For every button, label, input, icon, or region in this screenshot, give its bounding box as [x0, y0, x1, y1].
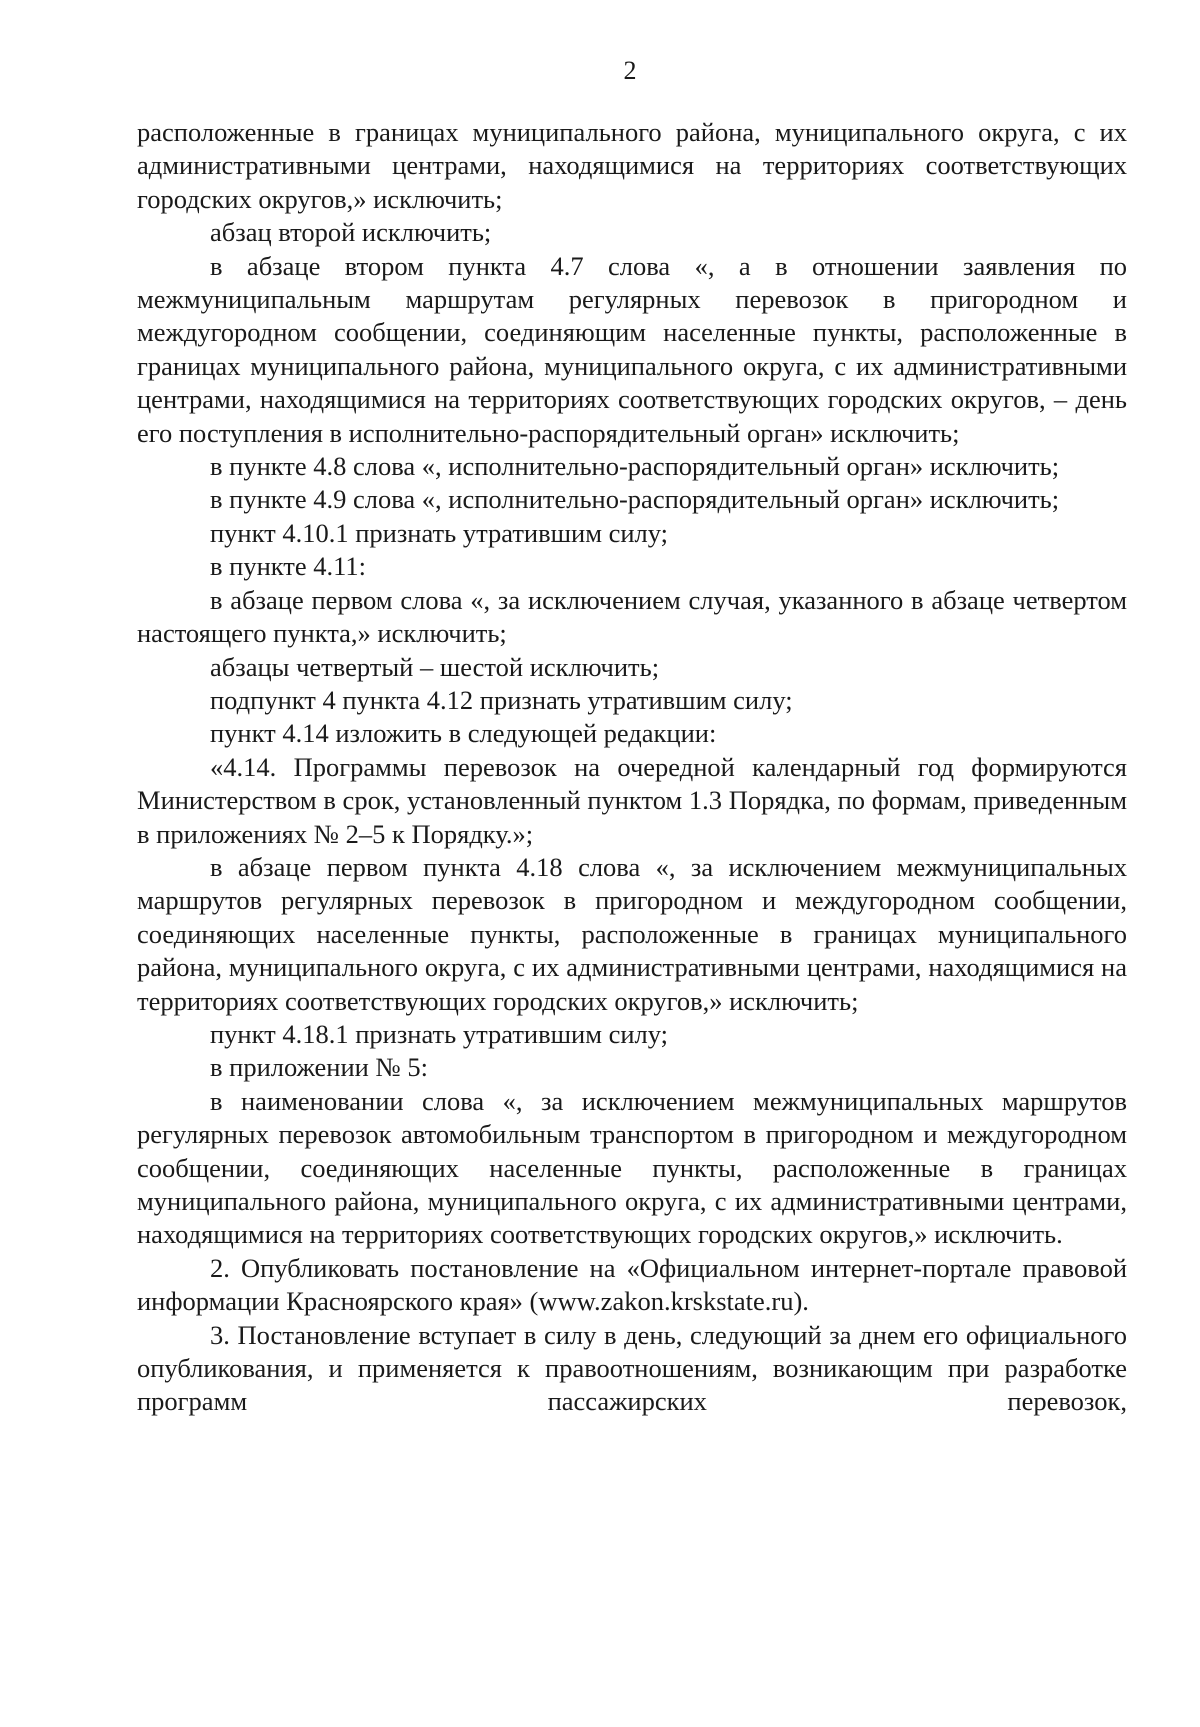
paragraph-item-2: 2. Опубликовать постановление на «Официальном интернет-портале правовой информации Красноярского края» (www.zakon.krskstate.ru). — [137, 1252, 1127, 1317]
paragraph-prilozhenie-5: в приложении № 5: — [210, 1052, 428, 1083]
paragraph-punkt-4-10-1: пункт 4.10.1 признать утратившим силу; — [210, 517, 669, 548]
paragraph-continuation: расположенные в границах муниципального района, муниципального округа, с их административными центрами, находящимися на территориях соответствующих городских округов,» исключить; — [137, 117, 1127, 214]
paragraph-abzac-pervyy: в абзаце первом слова «, за исключением случая, указанного в абзаце четвертом настоящего пункта,» исключить; — [137, 584, 1127, 649]
paragraph-abzacy-4-6: абзацы четвертый – шестой исключить; — [210, 651, 660, 682]
page-number: 2 — [623, 56, 637, 85]
paragraph-punkt-4-8: в пункте 4.8 слова «, исполнительно-распорядительный орган» исключить; — [210, 451, 1060, 482]
paragraph-punkt-4-18: в абзаце первом пункта 4.18 слова «, за исключением межмуниципальных маршрутов регулярных перевозок в пригородном и междугородном сообщении, соединяющих населенные пункты, расположенные в границах муниципального района, муниципального округа, с их административными центрами, находящимися на территориях соответствующих городских округов,» исключить; — [137, 851, 1127, 1016]
paragraph-punkt-4-18-1: пункт 4.18.1 признать утратившим силу; — [210, 1018, 669, 1049]
paragraph-naimenovanie: в наименовании слова «, за исключением межмуниципальных маршрутов регулярных перевозок автомобильным транспортом в пригородном и междугородном сообщении, соединяющих населенные пункты, расположенные в границах муниципального района, муниципального округа, с их административными центрами, находящимися на территориях соответствующих городских округов,» исключить. — [137, 1085, 1127, 1250]
paragraph-punkt-4-14: пункт 4.14 изложить в следующей редакции: — [210, 718, 717, 749]
paragraph-punkt-4-7: в абзаце втором пункта 4.7 слова «, а в отношении заявления по межмуниципальным маршрутам регулярных перевозок в пригородном и междугородном сообщении, соединяющим населенные пункты, расположенные в границах муниципального района, муниципального округа, с их административными центрами, находящимися на территориях соответствующих городских округов, – день его поступления в исполнительно-распорядительный орган» исключить; — [137, 250, 1127, 448]
paragraph-item-3: 3. Постановление вступает в силу в день, следующий за днем его официального опубликования, и применяется к правоотношениям, возникающим при разработке программ пассажирских перевозок, — [137, 1319, 1127, 1417]
paragraph-podpunkt-4-12: подпункт 4 пункта 4.12 признать утратившим силу; — [210, 684, 793, 715]
document-body — [137, 116, 1127, 1419]
paragraph-abzac-vtoroy: абзац второй исключить; — [210, 217, 492, 248]
paragraph-punkt-4-9: в пункте 4.9 слова «, исполнительно-распорядительный орган» исключить; — [210, 484, 1060, 515]
paragraph-punkt-4-11: в пункте 4.11: — [210, 551, 366, 582]
paragraph-quote-4-14: «4.14. Программы перевозок на очередной календарный год формируются Министерством в срок, установленный пунктом 1.3 Порядка, по формам, приведенным в приложениях № 2–5 к Порядку.»; — [137, 751, 1127, 849]
